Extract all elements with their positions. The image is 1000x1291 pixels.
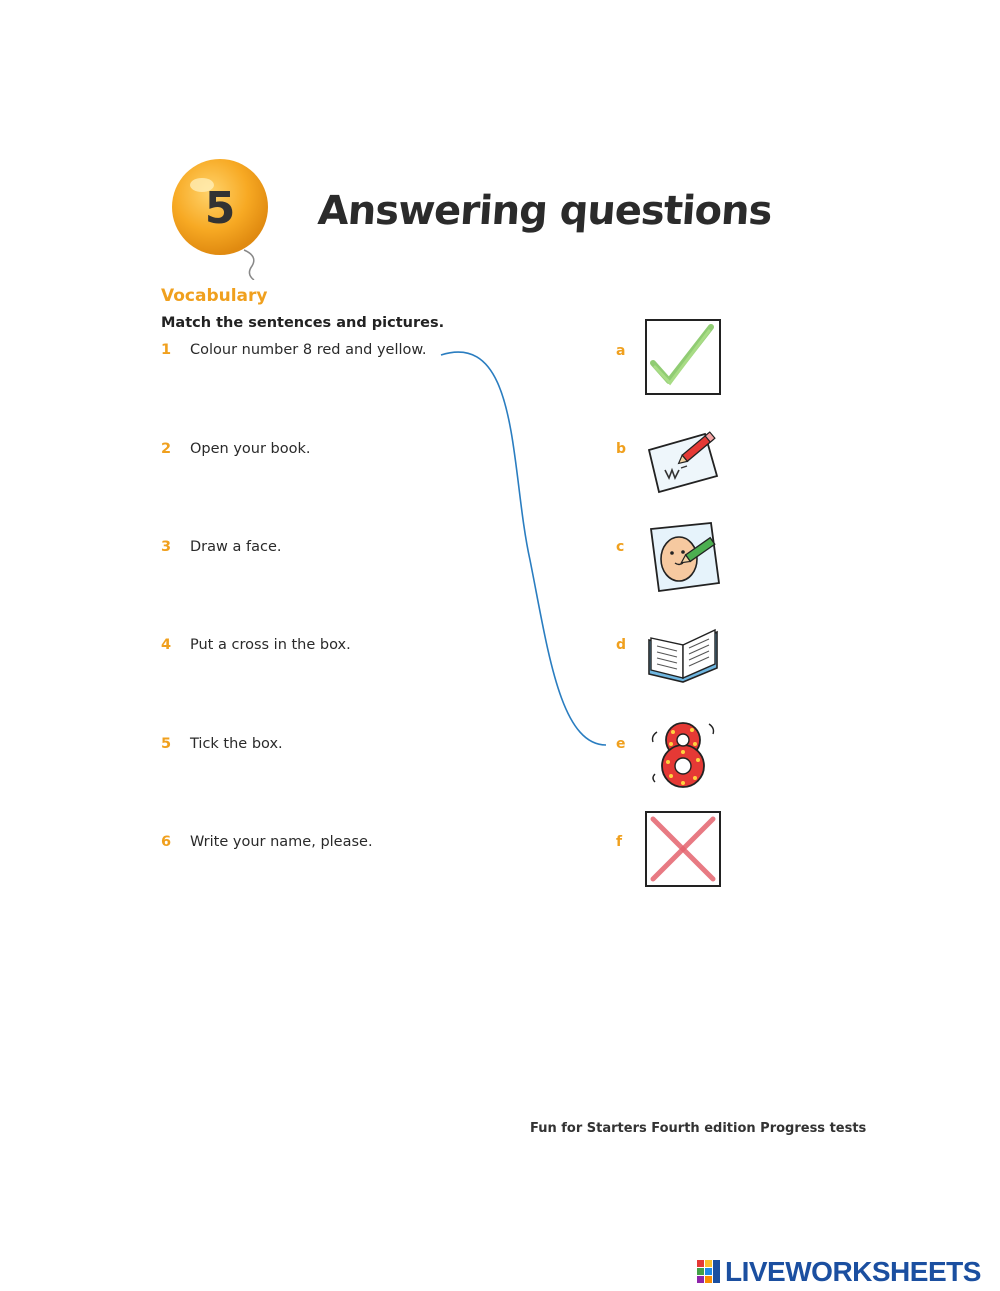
sentence-text: Open your book. bbox=[190, 441, 311, 457]
sentence-item[interactable] bbox=[161, 736, 283, 752]
sentence-text: Write your name, please. bbox=[190, 834, 373, 850]
brand-name: LIVEWORKSHEETS bbox=[725, 1256, 981, 1287]
sentence-number: 6 bbox=[161, 834, 172, 850]
sentence-text: Tick the box. bbox=[190, 736, 283, 752]
instruction-text: Match the sentences and pictures. bbox=[161, 315, 445, 331]
number-eight-icon[interactable] bbox=[645, 716, 721, 792]
picture-letter[interactable]: d bbox=[616, 637, 627, 653]
sentence-text: Put a cross in the box. bbox=[190, 637, 351, 653]
brand-logo bbox=[697, 1256, 981, 1288]
drawing-face-icon[interactable] bbox=[645, 519, 721, 595]
sentence-item[interactable] bbox=[161, 539, 281, 555]
liveworksheets-logo-icon bbox=[697, 1260, 721, 1284]
picture-letter[interactable]: f bbox=[616, 834, 623, 850]
unit-number: 5 bbox=[204, 182, 236, 234]
page-title: Answering questions bbox=[316, 188, 774, 234]
picture-letter[interactable]: a bbox=[616, 343, 626, 359]
sentence-number: 4 bbox=[161, 637, 172, 653]
open-book-icon[interactable] bbox=[645, 618, 721, 694]
section-heading: Vocabulary bbox=[161, 286, 268, 306]
writing-on-paper-icon[interactable] bbox=[645, 420, 721, 496]
sentence-item[interactable] bbox=[161, 834, 373, 850]
tick-in-box-icon[interactable] bbox=[645, 319, 721, 395]
sentence-item[interactable] bbox=[161, 342, 427, 358]
sentence-text: Draw a face. bbox=[190, 539, 282, 555]
sentence-number: 3 bbox=[161, 539, 172, 555]
picture-letter[interactable]: e bbox=[616, 736, 626, 752]
cross-in-box-icon[interactable] bbox=[645, 811, 721, 887]
picture-letter[interactable]: b bbox=[616, 441, 627, 457]
sentence-item[interactable] bbox=[161, 441, 311, 457]
picture-letter[interactable]: c bbox=[616, 539, 625, 555]
sentence-number: 1 bbox=[161, 342, 172, 358]
sentence-number: 5 bbox=[161, 736, 172, 752]
source-credit: Fun for Starters Fourth edition Progress tests bbox=[530, 1121, 867, 1136]
sentence-item[interactable] bbox=[161, 637, 351, 653]
sentence-text: Colour number 8 red and yellow. bbox=[190, 342, 427, 358]
sentence-number: 2 bbox=[161, 441, 172, 457]
